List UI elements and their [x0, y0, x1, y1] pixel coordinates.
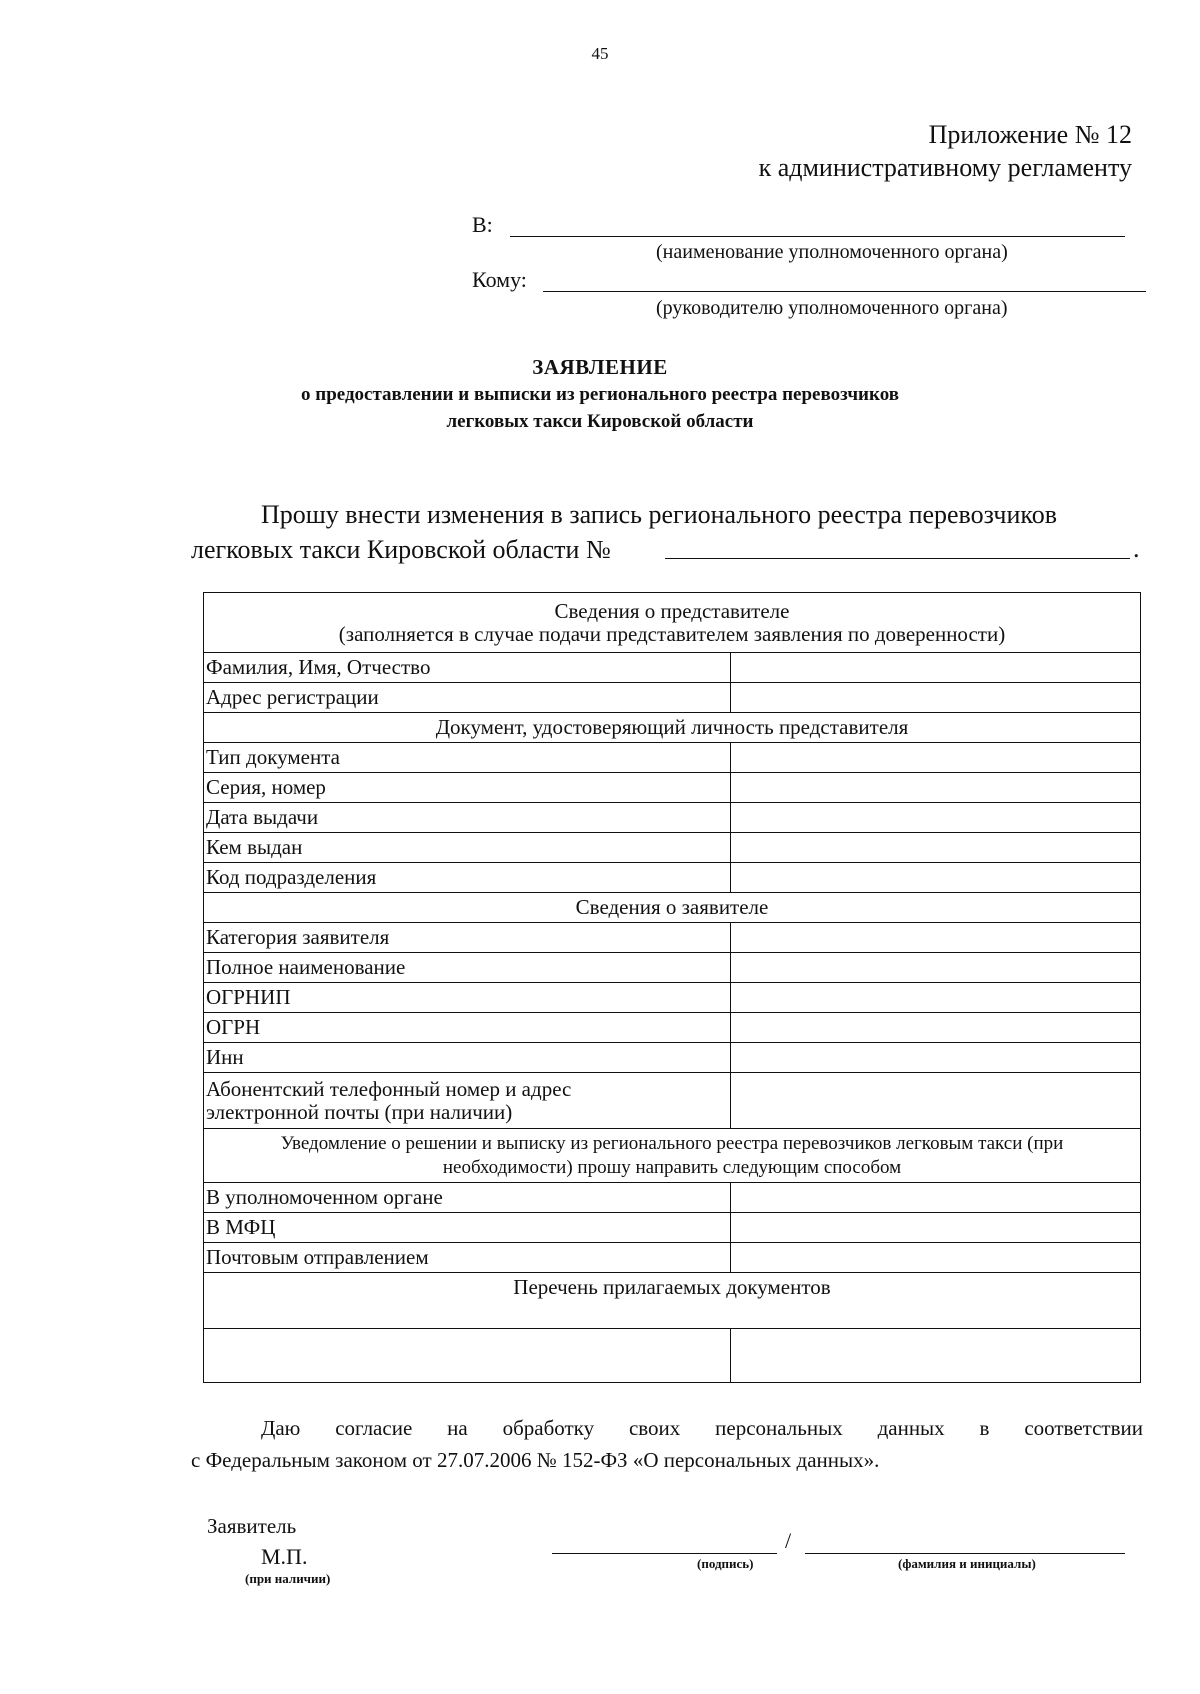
name-initials-hint: (фамилия и инициалы)	[898, 1556, 1036, 1571]
doc-series-field[interactable]	[731, 773, 1141, 803]
signature-hint: (подпись)	[697, 1556, 754, 1571]
annex-number: Приложение № 12	[928, 120, 1132, 149]
contact-field[interactable]	[731, 1073, 1141, 1129]
doc-division-code-field[interactable]	[731, 863, 1141, 893]
notify-authority-field[interactable]	[731, 1183, 1141, 1213]
rep-section-header	[204, 593, 1141, 653]
applicant-full-name-field[interactable]	[731, 953, 1141, 983]
docs-section-header: Перечень прилагаемых документов	[204, 1273, 1141, 1329]
contact-label	[204, 1073, 731, 1129]
field-label: Код подразделения	[204, 863, 731, 893]
field-label: ОГРН	[204, 1013, 731, 1043]
ogrn-field[interactable]	[731, 1013, 1141, 1043]
docs-list-field-1[interactable]	[204, 1329, 731, 1383]
title-sub-2: легковых такси Кировской области	[446, 411, 754, 432]
rep-full-name-field[interactable]	[731, 653, 1141, 683]
title-sub-1: о предоставлении и выписки из регионального реестра перевозчиков	[301, 384, 899, 405]
application-form-table	[203, 592, 1141, 1383]
page-number: 45	[591, 44, 609, 63]
contact-label-line-1: Абонентский телефонный номер и адрес	[206, 1076, 572, 1101]
field-label: ОГРНИП	[204, 983, 731, 1013]
field-label: Полное наименование	[204, 953, 731, 983]
doc-issuer-field[interactable]	[731, 833, 1141, 863]
docs-list-field-2[interactable]	[731, 1329, 1141, 1383]
inn-field[interactable]	[731, 1043, 1141, 1073]
to-field-line[interactable]	[510, 236, 1125, 237]
field-label: Серия, номер	[204, 773, 731, 803]
rep-address-field[interactable]	[731, 683, 1141, 713]
request-period: .	[1133, 534, 1140, 563]
field-label: Инн	[204, 1043, 731, 1073]
request-line-2-text: легковых такси Кировской области №	[191, 535, 611, 564]
field-label: Кем выдан	[204, 833, 731, 863]
applicant-category-field[interactable]	[731, 923, 1141, 953]
to-label: В:	[472, 212, 493, 237]
consent-paragraph	[191, 1412, 1143, 1476]
annex-reference: к административному регламенту	[758, 153, 1132, 182]
seal-label: М.П.	[261, 1544, 308, 1569]
whom-field-line[interactable]	[543, 291, 1146, 292]
document-title	[0, 353, 1200, 435]
name-initials-line[interactable]	[805, 1553, 1125, 1554]
notify-section-header	[204, 1129, 1141, 1183]
notify-header-line-1: Уведомление о решении и выписку из регионального реестра перевозчиков легковым такси (при	[280, 1132, 1064, 1154]
field-label: Адрес регистрации	[204, 683, 731, 713]
title-main: ЗАЯВЛЕНИЕ	[532, 355, 668, 379]
field-label: Тип документа	[204, 743, 731, 773]
signature-line[interactable]	[552, 1553, 777, 1554]
request-paragraph	[191, 497, 1151, 567]
consent-line-1: Даю согласие на обработку своих персональных данных в соответствии	[261, 1416, 1143, 1440]
to-hint: (наименование уполномоченного органа)	[656, 241, 1008, 263]
field-label: Фамилия, Имя, Отчество	[204, 653, 731, 683]
doc-date-field[interactable]	[731, 803, 1141, 833]
notify-mfc-field[interactable]	[731, 1213, 1141, 1243]
field-label: В уполномоченном органе	[204, 1183, 731, 1213]
doc-type-field[interactable]	[731, 743, 1141, 773]
request-line-2	[191, 532, 1151, 567]
doc-section-header: Документ, удостоверяющий личность представителя	[204, 713, 1141, 743]
consent-line-2: с Федеральным законом от 27.07.2006 № 152-ФЗ «О персональных данных».	[191, 1448, 880, 1472]
whom-hint: (руководителю уполномоченного органа)	[656, 297, 1008, 319]
applicant-label: Заявитель	[207, 1514, 297, 1538]
ogrnip-field[interactable]	[731, 983, 1141, 1013]
whom-label: Кому:	[472, 267, 527, 292]
field-label: Дата выдачи	[204, 803, 731, 833]
rep-header-note: (заполняется в случае подачи представителем заявления по доверенности)	[338, 621, 1006, 646]
field-label: Почтовым отправлением	[204, 1243, 731, 1273]
registry-number-line[interactable]	[665, 558, 1130, 559]
notify-post-field[interactable]	[731, 1243, 1141, 1273]
notify-header-line-2: необходимости) прошу направить следующим способом	[442, 1156, 902, 1178]
request-line-1: Прошу внести изменения в запись регионального реестра перевозчиков	[261, 500, 1057, 529]
applicant-section-header: Сведения о заявителе	[204, 893, 1141, 923]
field-label: Категория заявителя	[204, 923, 731, 953]
rep-header-title: Сведения о представителе	[554, 598, 790, 623]
annex-header	[759, 118, 1132, 184]
signature-separator: /	[785, 1528, 792, 1553]
contact-label-line-2: электронной почты (при наличии)	[206, 1099, 513, 1124]
seal-note: (при наличии)	[245, 1571, 331, 1586]
field-label: В МФЦ	[204, 1213, 731, 1243]
